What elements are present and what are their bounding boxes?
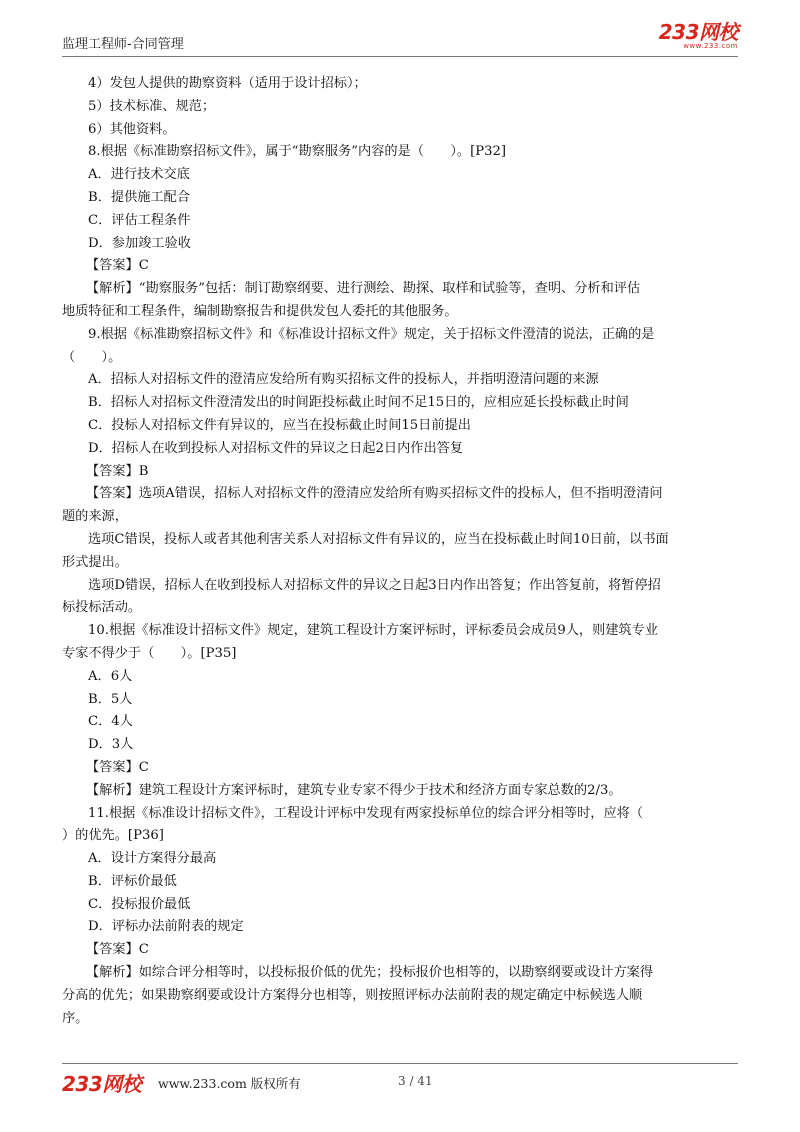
option-d: D．参加竣工验收 [88, 235, 191, 251]
explanation-cont: 地质特征和工程条件，编制勘察报告和提供发包人委托的其他服务。 [62, 303, 458, 319]
answer: 【答案】C [86, 258, 149, 274]
logo-text: 233网校 [658, 20, 738, 44]
logo-url: www.233.com [683, 42, 738, 50]
answer: 【答案】C [86, 942, 149, 958]
option-a: A．设计方案得分最高 [88, 851, 217, 867]
question-11-cont: ）的优先。[P36] [62, 828, 164, 844]
document-body [62, 73, 738, 1030]
question-9-cont: （ ）。 [62, 349, 122, 365]
explanation: 【答案】选项A错误，招标人对招标文件的澄清应发给所有购买招标文件的投标人，但不指明澄清问 [86, 486, 663, 502]
footer-divider [62, 1063, 738, 1064]
explanation: 【解析】“勘察服务”包括：制订勘察纲要、进行测绘、勘探、取样和试验等，查明、分析和评估 [86, 281, 641, 297]
explanation-option-c: 选项C错误，投标人或者其他利害关系人对招标文件有异议的，应当在投标截止时间10日前，以书面 [88, 531, 669, 547]
question-8: 8.根据《标准勘察招标文件》，属于“勘察服务”内容的是（ ）。[P32] [88, 144, 507, 160]
page-number: 3 / 41 [398, 1074, 433, 1088]
option-a: A．招标人对招标文件的澄清应发给所有购买招标文件的投标人，并指明澄清问题的来源 [88, 372, 599, 388]
option-b: B．招标人对招标文件澄清发出的时间距投标截止时间不足15日的，应相应延长投标截止时间 [88, 395, 629, 411]
option-b: B．5人 [88, 691, 133, 707]
explanation-cont: 标投标活动。 [62, 600, 142, 616]
text-line: 5）技术标准、规范； [88, 98, 216, 114]
option-d: D．评标办法前附表的规定 [88, 919, 244, 935]
option-a: A．6人 [88, 668, 133, 684]
explanation-cont: 形式提出。 [62, 554, 128, 570]
document-title: 监理工程师-合同管理 [62, 37, 184, 52]
option-b: B．提供施工配合 [88, 189, 191, 205]
explanation: 【解析】建筑工程设计方案评标时，建筑专业专家不得少于技术和经济方面专家总数的2/3。 [86, 782, 622, 798]
question-10: 10.根据《标准设计招标文件》规定，建筑工程设计方案评标时，评标委员会成员9人，则建筑专业 [88, 623, 659, 639]
explanation-cont: 分高的优先；如果勘察纲要或设计方案得分也相等，则按照评标办法前附表的规定确定中标候选人顺 [62, 987, 643, 1003]
answer: 【答案】C [86, 759, 149, 775]
answer: 【答案】B [86, 463, 149, 479]
option-a: A．进行技术交底 [88, 167, 190, 183]
explanation: 【解析】如综合评分相等时，以投标报价低的优先；投标报价也相等的，以勘察纲要或设计方案得 [86, 965, 654, 981]
explanation-cont: 序。 [62, 1010, 89, 1026]
header-divider [62, 56, 738, 57]
option-d: D．招标人在收到投标人对招标文件的异议之日起2日内作出答复 [88, 440, 464, 456]
text-line: 6）其他资料。 [88, 121, 176, 137]
option-c: C．投标人对招标文件有异议的，应当在投标截止时间15日前提出 [88, 417, 471, 433]
footer-logo: 233网校 [62, 1072, 142, 1096]
question-9: 9.根据《标准勘察招标文件》和《标准设计招标文件》规定，关于招标文件澄清的说法，正确的是 [88, 326, 655, 342]
page-header [62, 22, 738, 52]
option-c: C．投标报价最低 [88, 896, 191, 912]
option-b: B．评标价最低 [88, 873, 177, 889]
question-11: 11.根据《标准设计招标文件》，工程设计评标中发现有两家投标单位的综合评分相等时，应将（ [88, 805, 644, 821]
copyright-text: www.233.com 版权所有 [158, 1076, 301, 1091]
explanation-cont: 题的来源， [62, 509, 128, 525]
option-c: C．评估工程条件 [88, 212, 191, 228]
explanation-option-d: 选项D错误，招标人在收到投标人对招标文件的异议之日起3日内作出答复；作出答复前，将暂停招 [88, 577, 661, 593]
page-footer [62, 1068, 738, 1096]
text-line: 4）发包人提供的勘察资料（适用于设计招标）； [88, 76, 367, 91]
brand-logo [659, 22, 738, 50]
option-c: C．4人 [88, 714, 133, 730]
question-10-cont: 专家不得少于（ ）。[P35] [62, 645, 237, 661]
option-d: D．3人 [88, 737, 134, 753]
